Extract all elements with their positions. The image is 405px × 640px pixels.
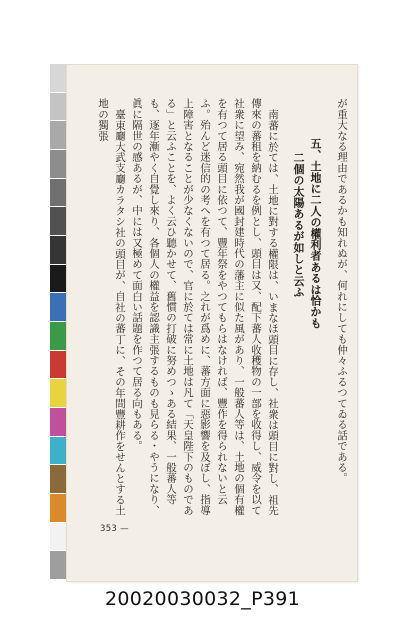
page-body-text xyxy=(78,98,350,518)
color-swatch xyxy=(50,494,66,523)
color-swatch xyxy=(50,351,66,380)
color-swatch xyxy=(50,322,66,351)
color-swatch xyxy=(50,265,66,294)
color-swatch xyxy=(50,236,66,265)
color-swatch xyxy=(50,179,66,208)
color-swatch xyxy=(50,150,66,179)
color-swatch xyxy=(50,121,66,150)
section-heading xyxy=(290,98,324,518)
opening-line: が重大なる理由であるかも知れぬが、何れにしても仲々ふるつてゐる話である。 xyxy=(336,98,348,484)
color-swatch xyxy=(50,551,66,580)
color-swatch xyxy=(50,64,66,93)
heading-line-1: 土地に二人の權利者あるは恰かも xyxy=(309,160,322,329)
color-swatch xyxy=(50,207,66,236)
color-swatch xyxy=(50,379,66,408)
color-swatch xyxy=(50,465,66,494)
paragraph-2: 臺東廳大武支廳カラタシ社の頭目が、自社の蕃丁に、その年間豐耕作をせんとする土地の獨張 xyxy=(97,98,126,516)
color-swatch xyxy=(50,93,66,122)
color-swatch xyxy=(50,293,66,322)
page-number: 353 — xyxy=(100,524,129,534)
color-calibration-strip xyxy=(50,64,66,580)
color-swatch xyxy=(50,437,66,466)
color-swatch xyxy=(50,523,66,552)
heading-number: 五、 xyxy=(309,138,322,161)
color-swatch xyxy=(50,408,66,437)
image-caption: 20020030032_P391 xyxy=(105,588,300,610)
heading-line-2: 二個の太陽あるが如しと云ふ xyxy=(292,152,305,298)
paragraph-1: 南蕃に於ては、土地に對する權限は、いまなほ頭目に存し、社衆は頭目に對し、祖先傳來の蕃租を納むるを例とし、頭目は又、配下蕃人收穫物の一部を收得し、威令を以て社衆に望み、宛然我が國封建時代の藩主に似た風があり、一般蕃人等は、土地の個有權を有つて居る頭目に依つて、豐年祭をやつてもらはなければ、豐作を得られないと云ふ。殆んど迷信的の考へを有つて居る。之れが爲めに、蕃方面に惡影響を及ぼし、指導上障害となることが少なくないので、官に於ては常に土地は凡て「天皇陛下のものである」と云ふことを、よく云ひ聽かせて、舊慣の打破に努めつゝある結果、一般蕃人等も、逐年漸やく自覺し來り、各個人の權益を認識主張するものも見らる・やうになり、眞に隔世の感あるが、中には又極めて面白い話題を作つて居る向もある。 xyxy=(131,98,279,516)
